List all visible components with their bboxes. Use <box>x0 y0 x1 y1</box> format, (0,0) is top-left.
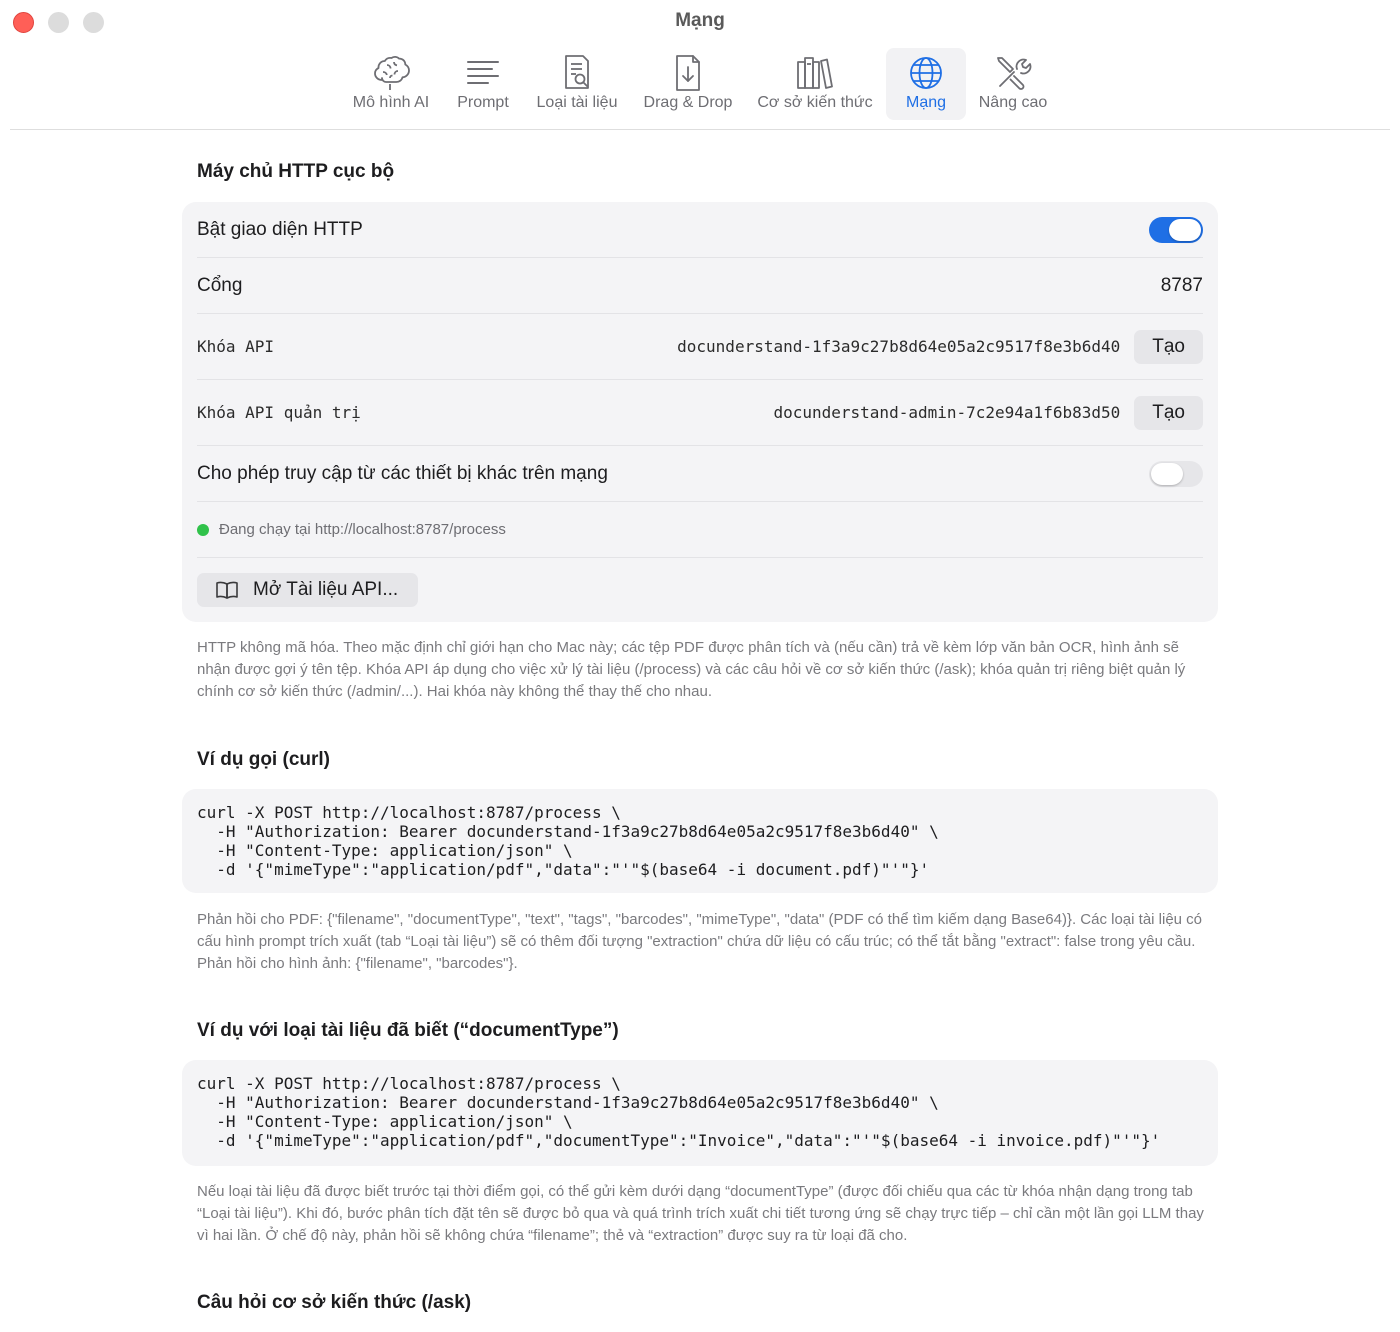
generate-api-key-button[interactable]: Tạo <box>1134 330 1203 364</box>
http-server-note: HTTP không mã hóa. Theo mặc định chỉ giới hạn cho Mac này; các tệp PDF được phân tích và (nếu cần) trả về kèm lớp văn bản OCR, hình ảnh sẽ nhận được gợi ý tên tệp. Khóa API áp dụng cho việc xử lý tài liệu (/process) và các câu hỏi về cơ sở kiến thức (/ask); khóa quản trị riêng biệt quản lý chính cơ sở kiến thức (/admin/...). Hai khóa này không thể thay thế cho nhau. <box>197 639 1186 700</box>
tab-prompt-label: Prompt <box>457 94 509 111</box>
tab-document-types[interactable] <box>528 48 626 120</box>
tab-drag-drop[interactable] <box>636 48 740 120</box>
doctype-example-heading: Ví dụ với loại tài liệu đã biết (“documentType”) <box>197 1020 619 1041</box>
window-title: Mạng <box>675 10 725 31</box>
document-download-icon <box>667 52 709 94</box>
admin-key-value[interactable]: docunderstand-admin-7c2e94a1f6b83d50 <box>773 403 1121 422</box>
http-server-heading: Máy chủ HTTP cục bộ <box>197 161 395 182</box>
tab-advanced[interactable] <box>972 48 1054 120</box>
tab-document-types-label: Loại tài liệu <box>536 94 618 111</box>
curl-example-heading: Ví dụ gọi (curl) <box>197 749 330 770</box>
network-access-toggle[interactable] <box>1149 461 1203 487</box>
network-access-row <box>197 446 1203 502</box>
enable-http-label: Bật giao diện HTTP <box>197 218 363 240</box>
ask-section-heading: Câu hỏi cơ sở kiến thức (/ask) <box>197 1292 472 1313</box>
tab-ai-model[interactable] <box>346 48 436 120</box>
brain-icon <box>370 52 412 94</box>
doctype-example-code-block <box>182 1060 1218 1166</box>
admin-key-label: Khóa API quản trị <box>197 403 361 422</box>
tab-knowledge-base[interactable] <box>750 48 880 120</box>
toggle-knob <box>1151 463 1183 485</box>
tab-network-label: Mạng <box>905 94 947 111</box>
http-server-card <box>182 202 1218 622</box>
tab-advanced-label: Nâng cao <box>978 94 1048 111</box>
api-key-value[interactable]: docunderstand-1f3a9c27b8d64e05a2c9517f8e3b6d40 <box>677 337 1121 356</box>
text-lines-icon <box>462 52 504 94</box>
tab-ai-model-label: Mô hình AI <box>352 94 430 111</box>
doctype-example-code[interactable]: curl -X POST http://localhost:8787/process \ -H "Authorization: Bearer docunderstand-1f3a9c27b8d64e05a2c9517f8e3b6d40" \ -H "Content-Type: application/json" \ -d '{"mimeType":"application/pdf","documentType":"Invoice","data":"'"$(base64 -i invoice.pdf)"'"}' <box>197 1074 1161 1150</box>
settings-toolbar <box>0 48 1400 130</box>
generate-admin-key-button[interactable]: Tạo <box>1134 396 1203 430</box>
curl-example-note: Phản hồi cho PDF: {"filename", "documentType", "text", "tags", "barcodes", "mimeType", "data" (PDF có thể tìm kiếm dạng Base64)}. Các loại tài liệu có cấu hình prompt trích xuất (tab “Loại tài liệu”) sẽ có thêm đối tượng "extraction" chứa dữ liệu có cấu trúc; có thể tắt bằng "extract": false trong yêu cầu. Phản hồi cho hình ảnh: {"filename", "barcodes"}. <box>197 911 1203 972</box>
books-icon <box>794 52 836 94</box>
tools-icon <box>992 52 1034 94</box>
tab-network[interactable] <box>886 48 966 120</box>
port-label: Cổng <box>197 274 243 296</box>
network-access-label: Cho phép truy cập từ các thiết bị khác trên mạng <box>197 462 608 484</box>
toolbar-divider <box>10 129 1390 130</box>
enable-http-row <box>197 202 1203 258</box>
tab-knowledge-base-label: Cơ sở kiến thức <box>757 94 873 111</box>
book-icon <box>215 580 239 600</box>
admin-key-row <box>197 380 1203 446</box>
status-row <box>197 502 1203 558</box>
api-key-row <box>197 314 1203 380</box>
status-text: Đang chạy tại http://localhost:8787/process <box>219 521 506 538</box>
open-api-docs-button[interactable] <box>197 573 418 607</box>
tab-drag-drop-label: Drag & Drop <box>643 94 733 111</box>
globe-icon <box>905 52 947 94</box>
document-search-icon <box>556 52 598 94</box>
enable-http-toggle[interactable] <box>1149 217 1203 243</box>
port-row <box>197 258 1203 314</box>
tab-prompt[interactable] <box>448 48 518 120</box>
api-key-label: Khóa API <box>197 337 275 356</box>
curl-example-code[interactable]: curl -X POST http://localhost:8787/process \ -H "Authorization: Bearer docunderstand-1f3a9c27b8d64e05a2c9517f8e3b6d40" \ -H "Content-Type: application/json" \ -d '{"mimeType":"application/pdf","data":"'"$(base64 -i document.pdf)"'"}' <box>197 803 939 879</box>
toggle-knob <box>1169 219 1201 241</box>
doctype-example-note: Nếu loại tài liệu đã được biết trước tại thời điểm gọi, có thể gửi kèm dưới dạng “documentType” (được đối chiếu qua các từ khóa nhận dạng trong tab “Loại tài liệu”). Khi đó, bước phân tích đặt tên sẽ được bỏ qua và quá trình trích xuất chi tiết tương ứng sẽ chạy trực tiếp – chỉ cần một lần gọi LLM thay vì hai lần. Ở chế độ này, phản hồi sẽ không chứa “filename”; thẻ và “extraction” được suy ra từ loại đã cho. <box>197 1183 1204 1244</box>
port-value[interactable]: 8787 <box>1160 274 1203 296</box>
curl-example-code-block <box>182 789 1218 893</box>
status-indicator <box>197 524 209 536</box>
open-api-docs-label: Mở Tài liệu API... <box>253 579 399 600</box>
